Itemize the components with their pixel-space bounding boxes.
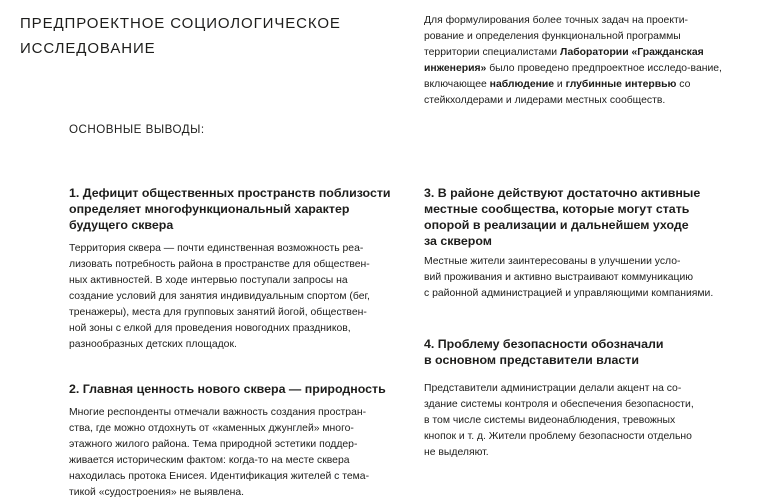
finding-text-line: Местные жители заинтересованы в улучшении усло-	[424, 256, 681, 267]
finding-1-text	[69, 241, 409, 353]
finding-title-line: за сквером	[424, 234, 492, 248]
page-title-line: ПРЕДПРОЕКТНОЕ СОЦИОЛОГИЧЕСКОЕ	[20, 15, 341, 32]
finding-title-line: 2. Главная ценность нового сквера — природность	[69, 382, 386, 396]
intro-organization: Лаборатории «Гражданская инженерия»	[424, 47, 704, 74]
finding-text-line: Представители администрации делали акцент на со-	[424, 383, 682, 394]
finding-3-title	[424, 185, 744, 249]
finding-text-line: кнопок и т. д. Жители проблему безопасности отдельно	[424, 431, 692, 442]
intro-text: Для формулирования более точных задач на проекти-рование и определения функциональной программы территории специалистами	[424, 15, 689, 58]
finding-text-line: этажного жилого района. Тема природной эстетики поддер-	[69, 439, 358, 450]
intro-paragraph	[424, 13, 724, 109]
finding-title-line: в основном представители власти	[424, 353, 639, 367]
intro-method-interviews: глубинные интервью	[565, 79, 677, 90]
finding-text-line: ства, где можно отдохнуть от «каменных джунглей» много-	[69, 423, 354, 434]
finding-text-line: лизовать потребность района в пространстве для обществен-	[69, 259, 370, 270]
finding-title-line: 4. Проблему безопасности обозначали	[424, 337, 664, 351]
page-title-line: ИССЛЕДОВАНИЕ	[20, 40, 156, 57]
finding-4-title	[424, 336, 744, 368]
finding-text-line: с районной администрацией и управляющими компаниями.	[424, 288, 714, 299]
finding-text-line: ной зоны с елкой для проведения новогодних праздников,	[69, 323, 351, 334]
finding-text-line: Территория сквера — почти единственная возможность реа-	[69, 243, 364, 254]
intro-text: со стейкхолдерами и лидерами местных сообществ.	[424, 79, 691, 106]
intro-method-observation: наблюдение	[489, 79, 555, 90]
finding-title-line: местные сообщества, которые могут стать	[424, 202, 690, 216]
finding-3-text	[424, 254, 744, 302]
finding-1-title	[69, 185, 409, 233]
finding-title-line: будущего сквера	[69, 218, 174, 232]
conclusions-heading: ОСНОВНЫЕ ВЫВОДЫ:	[69, 123, 205, 136]
finding-text-line: вий проживания и активно выстраивают коммуникацию	[424, 272, 694, 283]
finding-text-line: тикой «судостроения» не выявлена.	[69, 487, 245, 498]
intro-text: и	[554, 79, 566, 90]
finding-title-line: определяет многофункциональный характер	[69, 202, 350, 216]
finding-title-line: 1. Дефицит общественных пространств поблизости	[69, 186, 391, 200]
finding-4-text	[424, 381, 744, 461]
finding-title-line: опорой в реализации и дальнейшем уходе	[424, 218, 689, 232]
finding-text-line: здание системы контроля и обеспечения безопасности,	[424, 399, 694, 410]
finding-title-line: 3. В районе действуют достаточно активные	[424, 186, 701, 200]
finding-text-line: не выделяют.	[424, 447, 489, 458]
finding-2-text	[69, 405, 409, 501]
finding-2-title	[69, 381, 409, 397]
finding-text-line: ных активностей. В ходе интервью поступали запросы на	[69, 275, 348, 286]
finding-text-line: в том числе системы видеонаблюдения, тревожных	[424, 415, 676, 426]
finding-text-line: создание условий для занятия индивидуальным спортом (бег,	[69, 291, 370, 302]
page-title	[20, 11, 400, 61]
finding-text-line: Многие респонденты отмечали важность создания простран-	[69, 407, 367, 418]
finding-text-line: тренажеры), места для групповых занятий йогой, обществен-	[69, 307, 367, 318]
finding-text-line: живается историческим фактом: когда-то на месте сквера	[69, 455, 350, 466]
intro-text: было проведено предпроектное исследо-вание, включающее	[424, 63, 722, 90]
finding-text-line: разнообразных детских площадок.	[69, 339, 237, 350]
finding-text-line: находилась протока Енисея. Идентификация жителей с тема-	[69, 471, 370, 482]
